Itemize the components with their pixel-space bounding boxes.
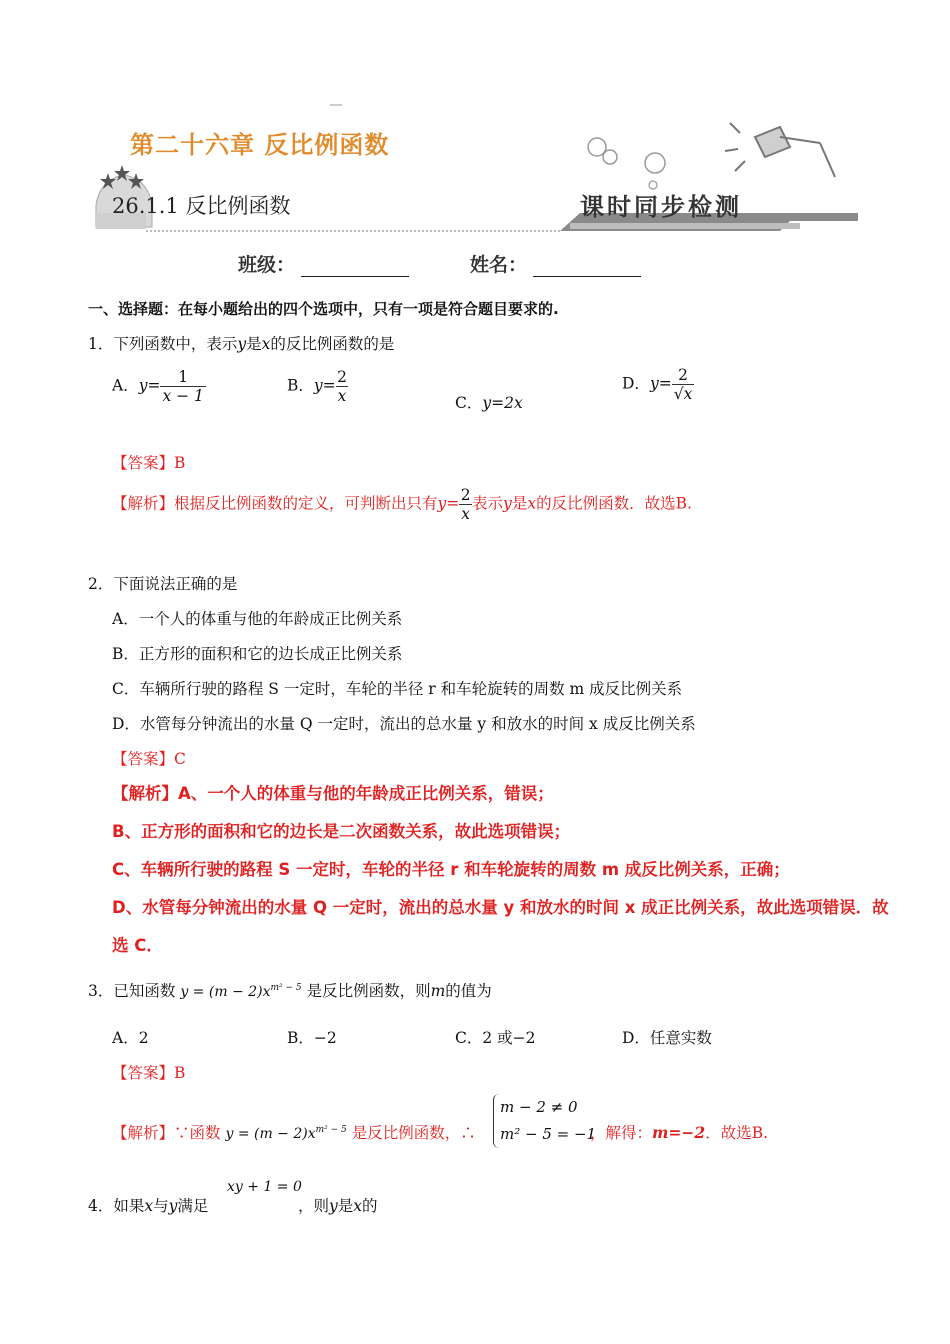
- name-blank: [533, 258, 641, 277]
- q2-analysis-line-2: B、正方形的面积和它的边长是二次函数关系，故此选项错误；: [112, 822, 571, 841]
- brand-title: 课时同步检测: [580, 193, 742, 221]
- q3-option-c: C．2 或−2: [455, 1029, 536, 1047]
- chapter-title: 第二十六章 反比例函数: [130, 131, 390, 159]
- q3-formula: y = (m − 2)x: [180, 984, 271, 1000]
- q1-option-d: D．y= $\frac{2}{√x}$: [622, 366, 693, 403]
- question-2-stem: 2．下面说法正确的是: [88, 575, 238, 593]
- name-label: 姓名：: [470, 254, 528, 276]
- q3-system-eq-2: m² − 5 = −1: [500, 1125, 597, 1143]
- q2-analysis-line-1: 【解析】A、一个人的体重与他的年龄成正比例关系，错误；: [112, 784, 554, 803]
- q3-option-a: A．2: [112, 1029, 149, 1047]
- banner-graphic: [90, 95, 870, 245]
- q3-analysis: 【解析】∵函数 $y = (m - 2)x^{m^2 - 5}$ 是反比例函数，∴: [112, 1124, 476, 1142]
- class-blank: [301, 258, 409, 277]
- q2-option-d: D．水管每分钟流出的水量 Q 一定时，流出的总水量 y 和放水的时间 x 成反比例关系: [112, 715, 696, 733]
- q2-option-b: B．正方形的面积和它的边长成正比例关系: [112, 645, 403, 663]
- q3-answer: 【答案】B: [112, 1064, 186, 1082]
- q1-option-a: A．y= $\frac{1}{x - 1}$: [112, 368, 204, 405]
- class-label: 班级：: [238, 254, 296, 276]
- header-banner: [90, 95, 870, 245]
- q1-answer: 【答案】B: [112, 454, 186, 472]
- q2-answer: 【答案】C: [112, 750, 186, 768]
- section-title: 26.1.1 反比例函数: [112, 194, 291, 218]
- q3-option-d: D．任意实数: [622, 1029, 712, 1047]
- q3-equation-system: [493, 1094, 596, 1148]
- q3-option-b: B．−2: [287, 1029, 337, 1047]
- q2-analysis-line-3: C、车辆所行驶的路程 S 一定时，车轮的半径 r 和车轮旋转的周数 m 成反比例关系，正确；: [112, 860, 790, 879]
- q2-option-c: C．车辆所行驶的路程 S 一定时，车轮的半径 r 和车轮旋转的周数 m 成反比例关系: [112, 680, 683, 698]
- question-4-stem-end: ，则y是x的: [298, 1197, 378, 1215]
- q2-analysis-line-4: D、水管每分钟流出的水量 Q 一定时，流出的总水量 y 和放水的时间 x 成正比例关系，故此选项错误．故: [112, 898, 889, 917]
- class-field: [238, 250, 409, 277]
- name-field: [470, 250, 641, 277]
- q1-option-b: B．y= $\frac{2}{x}$: [287, 368, 347, 405]
- q2-analysis-line-5: 选 C．: [112, 936, 163, 955]
- q3-system-eq-1: m − 2 ≠ 0: [500, 1098, 578, 1116]
- q4-formula: xy + 1 = 0: [227, 1179, 302, 1195]
- question-1-stem: 1．下列函数中，表示y是x的反比例函数的是: [88, 335, 395, 353]
- lamp-icon: [725, 123, 835, 177]
- q3-formula-exponent: m² − 5: [270, 982, 302, 993]
- question-4-stem: 4．如果x与y满足: [88, 1197, 209, 1215]
- q3-analysis-result: ，解得：m=−2．故选B.: [590, 1123, 769, 1142]
- q2-option-a: A．一个人的体重与他的年龄成正比例关系: [112, 610, 403, 628]
- section-heading: 一、选择题：在每小题给出的四个选项中，只有一项是符合题目要求的.: [88, 300, 559, 318]
- question-3-stem: 3．已知函数 $y = (m - 2)x^{m^2 - 5}$ 是反比例函数，则m的值为: [88, 982, 492, 1000]
- q1-analysis: 【解析】根据反比例函数的定义，可判断出只有y= $\frac{2}{x}$ 表示y是x的反比例函数．故选B.: [112, 486, 692, 523]
- q1-option-c: C．y=2x: [455, 394, 523, 412]
